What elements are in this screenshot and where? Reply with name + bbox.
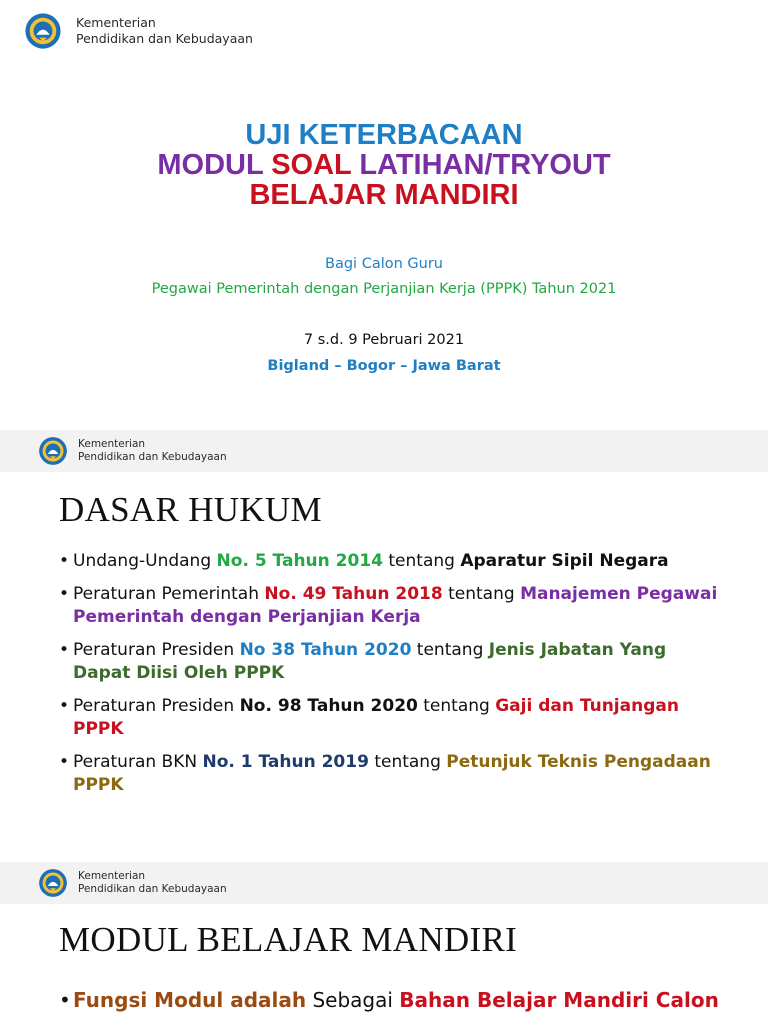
item-subject: Petunjuk Teknis Pengadaan PPPK	[73, 751, 711, 795]
org-name	[76, 15, 253, 46]
org-line-1: Kementerian	[76, 15, 156, 31]
slide-title	[0, 0, 768, 410]
item-prefix: Peraturan Presiden	[73, 695, 240, 716]
slide-dasar-hukum	[0, 430, 768, 830]
item-number: No. 98 Tahun 2020	[239, 695, 418, 716]
item-prefix: Undang-Undang	[73, 551, 217, 571]
list-item	[59, 986, 739, 1014]
item-prefix: Peraturan Pemerintah	[73, 583, 265, 604]
subtitle-2: Pegawai Pemerintah dengan Perjanjian Kerja (PPPK) Tahun 2021	[151, 281, 617, 297]
item-connector: tentang	[382, 551, 461, 571]
kemdikbud-logo-icon	[24, 12, 62, 50]
item-subject: Bahan Belajar Mandiri Calon	[399, 988, 719, 1012]
item-connector: Sebagai	[306, 988, 400, 1012]
main-title	[0, 120, 768, 210]
event-location: Bigland – Bogor – Jawa Barat	[267, 358, 501, 374]
item-number: No. 49 Tahun 2018	[264, 583, 443, 604]
slide-heading: DASAR HUKUM	[59, 490, 322, 529]
item-subject: Manajemen Pegawai Pemerintah dengan Perjanjian Kerja	[73, 583, 718, 627]
list-item	[59, 583, 719, 630]
org-line-2: Pendidikan dan Kebudayaan	[78, 451, 227, 463]
list-item	[59, 639, 719, 686]
event-date: 7 s.d. 9 Pebruari 2021	[303, 332, 465, 348]
item-connector: tentang	[368, 751, 447, 772]
item-lead: Fungsi Modul adalah	[73, 988, 307, 1012]
item-subject: Gaji dan Tunjangan PPPK	[73, 695, 679, 739]
title-line-2-part-1: MODUL	[157, 149, 272, 181]
title-line-2-part-3: LATIHAN/TRYOUT	[351, 149, 611, 181]
org-line-1: Kementerian	[78, 437, 146, 450]
list-item	[59, 550, 719, 574]
subtitle-1: Bagi Calon Guru	[325, 256, 443, 272]
title-line-2-part-2: SOAL	[271, 149, 352, 181]
item-number: No 38 Tahun 2020	[239, 639, 412, 660]
org-line-2: Pendidikan dan Kebudayaan	[76, 31, 253, 46]
org-name	[78, 870, 227, 896]
item-subject: Jenis Jabatan Yang Dapat Diisi Oleh PPPK	[73, 639, 667, 683]
item-connector: tentang	[442, 583, 521, 604]
title-line-1: UJI KETERBACAAN	[245, 119, 523, 151]
legal-basis-list	[59, 550, 719, 807]
org-line-2: Pendidikan dan Kebudayaan	[78, 883, 227, 895]
slide-modul-belajar	[0, 862, 768, 1024]
title-line-3: BELAJAR MANDIRI	[249, 179, 519, 211]
item-prefix: Peraturan Presiden	[73, 639, 240, 660]
item-number: No. 5 Tahun 2014	[216, 551, 383, 571]
org-name	[78, 438, 227, 464]
slide-header	[0, 862, 768, 904]
list-item	[59, 695, 719, 742]
title-line-2	[0, 150, 768, 180]
item-subject: Aparatur Sipil Negara	[460, 551, 669, 571]
org-line-1: Kementerian	[78, 869, 146, 882]
kemdikbud-logo-icon	[38, 868, 68, 898]
kemdikbud-logo-icon	[38, 436, 68, 466]
item-number: No. 1 Tahun 2019	[202, 751, 369, 772]
slide-header	[0, 430, 768, 472]
module-function-list	[59, 986, 739, 1023]
slide-header	[0, 0, 768, 62]
list-item	[59, 751, 719, 798]
item-connector: tentang	[411, 639, 489, 660]
slide-heading: MODUL BELAJAR MANDIRI	[59, 920, 518, 959]
item-connector: tentang	[417, 695, 496, 716]
item-prefix: Peraturan BKN	[73, 751, 203, 772]
